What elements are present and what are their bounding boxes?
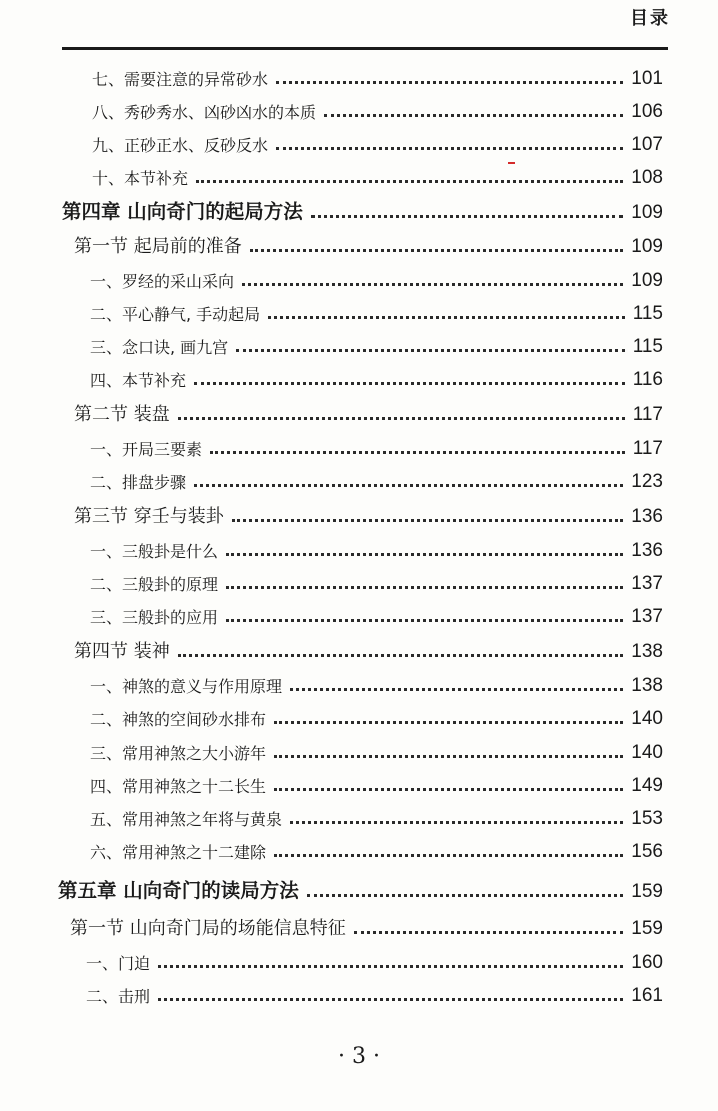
toc-chapter[interactable] — [58, 873, 663, 903]
toc-entry-title: 四、常用神煞之十二长生 — [90, 777, 267, 796]
toc-entry-title: 第一节 起局前的准备 — [74, 236, 242, 257]
toc-entry-title: 第四节 装神 — [74, 641, 170, 662]
toc-entry-page: 107 — [631, 134, 663, 155]
toc-entry-title: 二、击刑 — [86, 987, 151, 1006]
page-number: · 3 · — [338, 1044, 380, 1069]
toc-section[interactable] — [74, 396, 663, 426]
dot-leader — [276, 81, 623, 84]
toc-entry-page: 116 — [632, 369, 663, 390]
toc-entry-page: 156 — [631, 841, 663, 862]
dot-leader — [226, 586, 623, 589]
toc-entry-page: 138 — [631, 641, 663, 662]
header-rule — [62, 47, 668, 50]
toc-entry[interactable] — [86, 977, 663, 1007]
toc-entry-title: 一、三般卦是什么 — [90, 542, 219, 561]
toc-entry-title: 一、神煞的意义与作用原理 — [90, 677, 283, 696]
toc-entry-title: 一、罗经的采山采向 — [90, 272, 235, 291]
toc-entry-title: 六、常用神煞之十二建除 — [90, 843, 267, 862]
dot-leader — [226, 619, 623, 622]
dot-leader — [226, 553, 623, 556]
toc-entry[interactable] — [90, 833, 663, 863]
toc-entry-page: 109 — [631, 202, 663, 223]
dot-leader — [178, 654, 624, 657]
toc-entry-page: 109 — [631, 236, 663, 257]
toc-entry[interactable] — [92, 60, 663, 90]
toc-entry-title: 四、本节补充 — [90, 371, 187, 390]
toc-entry[interactable] — [86, 944, 663, 974]
toc-entry-page: 115 — [632, 303, 663, 324]
dot-leader — [268, 316, 625, 319]
running-header-title: 目录 — [630, 8, 670, 29]
toc-entry[interactable] — [90, 295, 663, 325]
toc-entry[interactable] — [92, 126, 663, 156]
toc-entry-page: 136 — [631, 540, 663, 561]
dot-leader — [290, 688, 623, 691]
toc-entry[interactable] — [90, 734, 663, 764]
toc-entry-page: 140 — [631, 742, 663, 763]
dot-leader — [194, 484, 623, 487]
toc-entry-title: 三、三般卦的应用 — [90, 608, 219, 627]
toc-section[interactable] — [74, 228, 663, 258]
toc-entry[interactable] — [90, 463, 663, 493]
dot-leader — [196, 180, 623, 183]
toc-entry-title: 七、需要注意的异常砂水 — [92, 70, 269, 89]
toc-entry-title: 三、念口诀, 画九宫 — [90, 338, 229, 357]
toc-section[interactable] — [74, 498, 663, 528]
toc-entry-page: 117 — [632, 438, 663, 459]
toc-entry[interactable] — [90, 598, 663, 628]
dot-leader — [242, 283, 623, 286]
toc-entry[interactable] — [90, 767, 663, 797]
toc-entry-title: 一、开局三要素 — [90, 440, 203, 459]
toc-entry-title: 第四章 山向奇门的起局方法 — [62, 200, 303, 223]
toc-entry-title: 二、平心静气, 手动起局 — [90, 305, 261, 324]
dot-leader — [311, 215, 624, 218]
dot-leader — [210, 451, 625, 454]
toc-entry-page: 137 — [631, 606, 663, 627]
toc-entry-page: 106 — [631, 101, 663, 122]
toc-entry-page: 161 — [631, 985, 663, 1006]
toc-entry-page: 108 — [631, 167, 663, 188]
toc-chapter[interactable] — [62, 194, 663, 224]
dot-leader — [158, 998, 623, 1001]
toc-entry-page: 123 — [631, 471, 663, 492]
toc-entry-title: 第三节 穿壬与装卦 — [74, 506, 224, 527]
dot-leader — [274, 721, 623, 724]
dot-leader — [178, 417, 625, 420]
dot-leader — [274, 854, 623, 857]
dot-leader — [274, 788, 623, 791]
toc-section[interactable] — [74, 633, 663, 663]
toc-entry-page: 136 — [631, 506, 663, 527]
dot-leader — [307, 894, 624, 897]
toc-entry-page: 159 — [631, 918, 663, 939]
toc-entry-page: 101 — [631, 68, 663, 89]
dot-leader — [232, 519, 624, 522]
dot-leader — [236, 349, 625, 352]
toc-entry-page: 140 — [631, 708, 663, 729]
dot-leader — [194, 382, 625, 385]
toc-entry-title: 十、本节补充 — [92, 169, 189, 188]
toc-section[interactable] — [70, 910, 663, 940]
dot-leader — [158, 965, 623, 968]
toc-entry-title: 二、排盘步骤 — [90, 473, 187, 492]
dot-leader — [274, 755, 623, 758]
toc-entry-title: 第二节 装盘 — [74, 404, 170, 425]
toc-entry[interactable] — [90, 328, 663, 358]
toc-entry[interactable] — [92, 93, 663, 123]
toc-entry-page: 149 — [631, 775, 663, 796]
toc-entry-title: 三、常用神煞之大小游年 — [90, 744, 267, 763]
toc-entry-page: 138 — [631, 675, 663, 696]
dot-leader — [276, 147, 623, 150]
dot-leader — [250, 249, 624, 252]
toc-entry[interactable] — [90, 430, 663, 460]
toc-entry-page: 153 — [631, 808, 663, 829]
toc-entry-page: 115 — [632, 336, 663, 357]
toc-entry-page: 109 — [631, 270, 663, 291]
toc-entry[interactable] — [92, 159, 663, 189]
toc-entry-page: 117 — [632, 404, 663, 425]
toc-entry[interactable] — [90, 800, 663, 830]
toc-entry-title: 二、三般卦的原理 — [90, 575, 219, 594]
toc-entry-title: 第五章 山向奇门的读局方法 — [58, 879, 299, 902]
toc-entry[interactable] — [90, 361, 663, 391]
toc-entry-page: 159 — [631, 881, 663, 902]
toc-entry-title: 八、秀砂秀水、凶砂凶水的本质 — [92, 103, 317, 122]
dot-leader — [324, 114, 623, 117]
toc-entry-title: 五、常用神煞之年将与黄泉 — [90, 810, 283, 829]
toc-entry-page: 137 — [631, 573, 663, 594]
toc-entry[interactable] — [90, 532, 663, 562]
toc-entry-title: 九、正砂正水、反砂反水 — [92, 136, 269, 155]
toc-entry[interactable] — [90, 565, 663, 595]
toc-entry[interactable] — [90, 262, 663, 292]
toc-entry-page: 160 — [631, 952, 663, 973]
dot-leader — [354, 931, 624, 934]
toc-entry[interactable] — [90, 667, 663, 697]
toc-entry-title: 第一节 山向奇门局的场能信息特征 — [70, 918, 346, 939]
toc-entry-title: 一、门迫 — [86, 954, 151, 973]
toc-entry[interactable] — [90, 700, 663, 730]
toc-entry-title: 二、神煞的空间砂水排布 — [90, 710, 267, 729]
dot-leader — [290, 821, 623, 824]
